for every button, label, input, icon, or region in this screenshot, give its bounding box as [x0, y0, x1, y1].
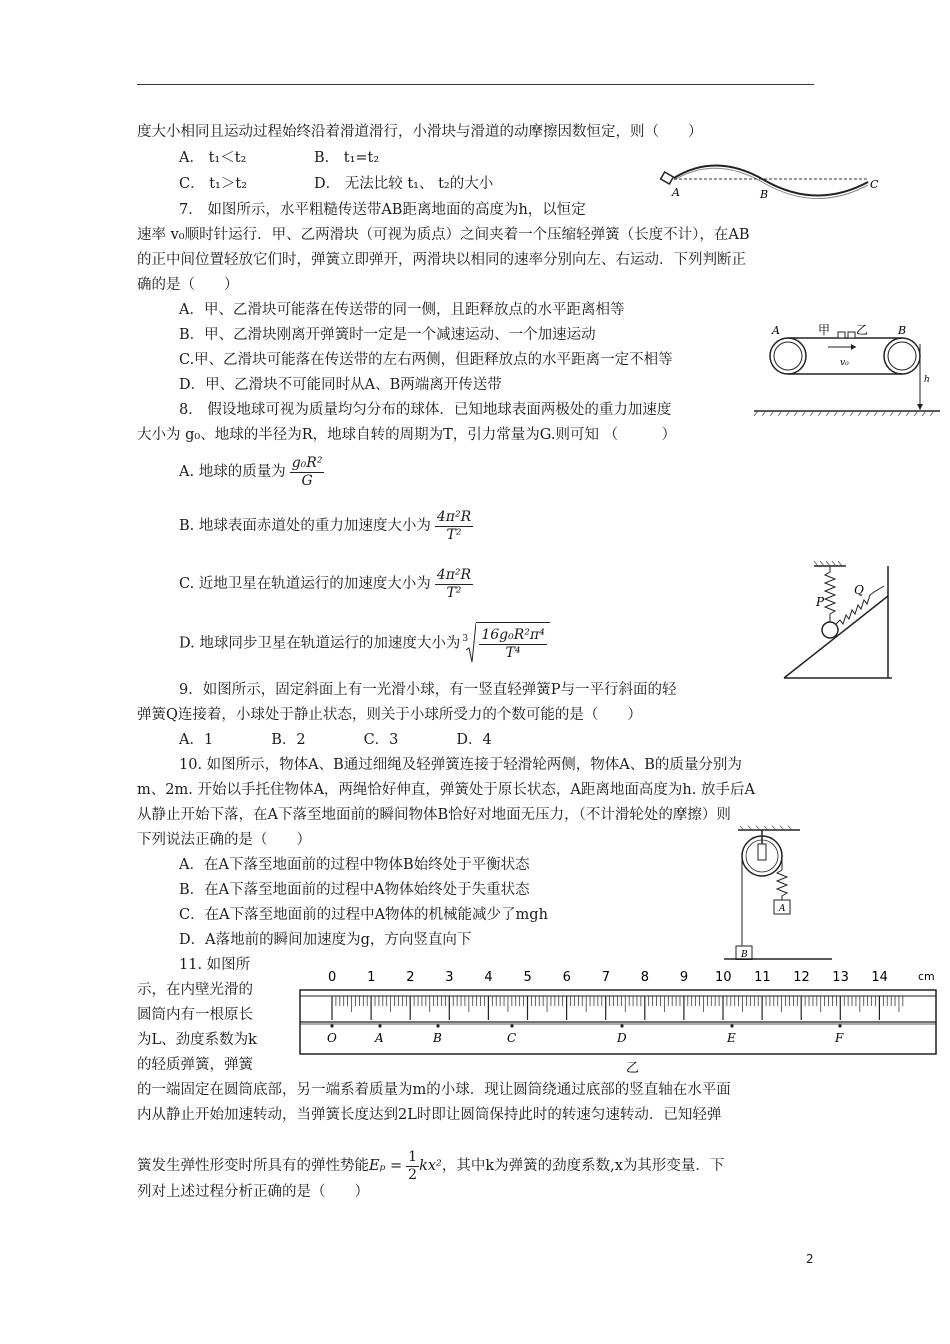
q10-stem-3: 从静止开始下落，在A下落至地面前的瞬间物体B恰好对地面无压力，（不计滑轮处的摩擦）则: [137, 807, 731, 823]
ruler-tick-label: 0: [328, 970, 337, 985]
q11-stem-6: 的一端固定在圆筒底部，另一端系着质量为m的小球．现让圆筒绕通过底部的竖直轴在水平面: [137, 1082, 731, 1098]
ruler-tick-label: 5: [523, 970, 532, 985]
ruler-point-dot: [730, 1024, 733, 1027]
pulley-label-b: B: [741, 950, 748, 960]
q6-option-a: A． t₁＜t₂: [179, 150, 247, 166]
q9-options: A．1 B．2 C．3 D．4: [179, 732, 492, 748]
q11-stem-9: 列对上述过程分析正确的是（ ）: [137, 1184, 369, 1200]
ruler-tick-label: 1: [367, 970, 376, 985]
ruler-tick-label: 8: [640, 970, 650, 985]
q8-option-a: A. 地球的质量为 $\frac{\text{g₀R²}}{G}$: [179, 454, 323, 489]
q6-option-d: D． 无法比较 t₁、 t₂的大小: [314, 176, 494, 192]
ruler-tick-label: 14: [871, 970, 888, 985]
track-label-c: C: [870, 178, 879, 191]
ruler-caption: 乙: [626, 1061, 640, 1074]
ruler-tick-label: 3: [445, 970, 454, 985]
q7-option-b: B．甲、乙滑块刚离开弹簧时一定是一个减速运动、一个加速运动: [179, 327, 596, 343]
ruler-point-dot: [330, 1024, 333, 1027]
q11-stem-3: 圆筒内有一根原长: [137, 1007, 253, 1023]
belt-label-b: B: [898, 324, 907, 337]
ruler-figure: [296, 964, 946, 1074]
ruler-tick-label: 4: [484, 970, 493, 985]
incline-label-q: Q: [854, 583, 864, 597]
ruler-tick-label: 9: [679, 970, 689, 985]
ruler-point-dot: [436, 1024, 439, 1027]
q10-stem-2: m、2m. 开始以手托住物体A，两绳恰好伸直，弹簧处于原长状态，A距离地面高度为h. 放手后A: [137, 782, 755, 798]
q6-option-b: B． t₁=t₂: [314, 150, 380, 166]
pulley-figure: [724, 826, 834, 960]
q10-stem-1: 10. 如图所示，物体A、B通过细绳及轻弹簧连接于轻滑轮两侧，物体A、B的质量分别为: [179, 757, 742, 773]
belt-label-yi: 乙: [856, 323, 869, 337]
ruler-point-label: A: [375, 1031, 384, 1045]
ruler-unit: cm: [918, 970, 935, 983]
pulley-label-a: A: [779, 904, 786, 914]
q10-stem-4: 下列说法正确的是（ ）: [137, 832, 311, 848]
page-number: 2: [806, 1252, 814, 1266]
q10-option-b: B．在A下落至地面前的过程中A物体始终处于失重状态: [179, 882, 530, 898]
slide-track-figure: [656, 160, 886, 208]
q9-stem-2: 弹簧Q连接着，小球处于静止状态，则关于小球所受力的个数可能的是（ ）: [137, 707, 642, 723]
q11-stem-8: 簧发生弹性形变时所具有的弹性势能Eₚ = $\frac{1}{2}$ kx²，其中k为弹簧的劲度系数,x为其形变量．下: [137, 1148, 725, 1183]
incline-spring-figure: [780, 560, 900, 682]
q8d-cube-root: 3 $\frac{\text{16g₀R²π⁴}}{\text{T⁴}}$: [462, 622, 549, 665]
q7-option-d: D．甲、乙滑块不可能同时从A、B两端离开传送带: [179, 377, 502, 393]
q7-option-a: A．甲、乙滑块可能落在传送带的同一侧，且距释放点的水平距离相等: [179, 302, 625, 318]
ruler-point-label: F: [835, 1031, 844, 1045]
ruler-tick-label: 12: [793, 970, 810, 985]
ruler-tick-label: 11: [754, 970, 771, 985]
ruler-tick-label: 13: [832, 970, 849, 985]
q7-stem-1: 7． 如图所示，水平粗糙传送带AB距离地面的高度为h，以恒定: [179, 202, 586, 218]
q7-option-c: C.甲、乙滑块可能落在传送带的左右两侧，但距释放点的水平距离一定不相等: [179, 352, 673, 368]
q11-stem-7: 内从静止开始加速转动，当弹簧长度达到2L时即让圆筒保持此时的转速匀速转动．已知轻弹: [137, 1107, 722, 1123]
q8-option-c: C. 近地卫星在轨道运行的加速度大小为 $\frac{\text{4π²R}}{\text{T²}}$: [179, 566, 472, 601]
q11-stem-5: 的轻质弹簧，弹簧: [137, 1057, 253, 1073]
ruler-point-dot: [510, 1024, 513, 1027]
belt-label-v0: v₀: [840, 358, 849, 368]
ruler-point-label: C: [507, 1031, 517, 1045]
ruler-point-dot: [838, 1024, 841, 1027]
track-label-b: B: [760, 188, 769, 201]
q10-option-d: D．A落地前的瞬间加速度为g，方向竖直向下: [179, 932, 472, 948]
q7-stem-4: 确的是（ ）: [137, 277, 239, 293]
ruler-point-dot: [378, 1024, 381, 1027]
ruler-tick-label: 10: [715, 970, 732, 985]
q11-stem-1: 11. 如图所: [179, 957, 251, 973]
ruler-tick-label: 7: [601, 970, 610, 985]
ruler-point-dot: [620, 1024, 623, 1027]
incline-label-p: P: [816, 595, 825, 609]
q7-stem-3: 的正中间位置轻放它们时，弹簧立即弹开，两滑块以相同的速率分别向左、右运动．下列判断正: [137, 252, 746, 268]
q9-stem-1: 9．如图所示，固定斜面上有一光滑小球，有一竖直轻弹簧P与一平行斜面的轻: [179, 682, 677, 698]
q10-option-a: A．在A下落至地面前的过程中物体B始终处于平衡状态: [179, 857, 530, 873]
ep-formula: Eₚ = $\frac{1}{2}$ kx²: [369, 1148, 442, 1183]
belt-label-jia: 甲: [818, 323, 831, 337]
header-rule: [137, 84, 814, 85]
q7-stem-2: 速率 v₀顺时针运行．甲、乙两滑块（可视为质点）之间夹着一个压缩轻弹簧（长度不计），在AB: [137, 227, 750, 243]
q6-stem-line: 度大小相同且运动过程始终沿着滑道滑行，小滑块与滑道的动摩擦因数恒定，则（ ）: [137, 124, 703, 140]
conveyor-belt-figure: [752, 318, 942, 418]
q8c-fraction: $\frac{\text{4π²R}}{\text{T²}}$: [436, 566, 472, 601]
q8a-fraction: $\frac{\text{g₀R²}}{G}$: [291, 454, 323, 489]
q8b-fraction: $\frac{\text{4π²R}}{\text{T²}}$: [436, 508, 472, 543]
q10-option-c: C．在A下落至地面前的过程中A物体的机械能减少了mgh: [179, 907, 548, 923]
ruler-tick-label: 6: [562, 970, 571, 985]
belt-label-h: h: [924, 375, 930, 385]
ruler-point-label: O: [327, 1031, 337, 1045]
q6-option-c: C． t₁＞t₂: [179, 176, 247, 192]
q8-stem-2: 大小为 g₀、地球的半径为R，地球自转的周期为T，引力常量为G.则可知 （ ）: [137, 427, 677, 443]
q8-option-b: B. 地球表面赤道处的重力加速度大小为 $\frac{\text{4π²R}}{\text{T²}}$: [179, 508, 472, 543]
q8-option-d: D. 地球同步卫星在轨道运行的加速度大小为 3 $\frac{\text{16g₀R²π⁴}}{\text{T⁴}}$: [179, 622, 550, 665]
q8-stem-1: 8． 假设地球可视为质量均匀分布的球体．已知地球表面两极处的重力加速度: [179, 402, 672, 418]
ruler-point-label: B: [433, 1031, 442, 1045]
ruler-point-label: E: [727, 1031, 736, 1045]
track-label-a: A: [672, 186, 680, 199]
q11-stem-2: 示，在内壁光滑的: [137, 982, 253, 998]
ruler-point-label: D: [617, 1031, 627, 1045]
ruler-tick-label: 2: [406, 970, 415, 985]
q11-stem-4: 为L、劲度系数为k: [137, 1032, 257, 1048]
belt-label-a: A: [772, 324, 780, 337]
